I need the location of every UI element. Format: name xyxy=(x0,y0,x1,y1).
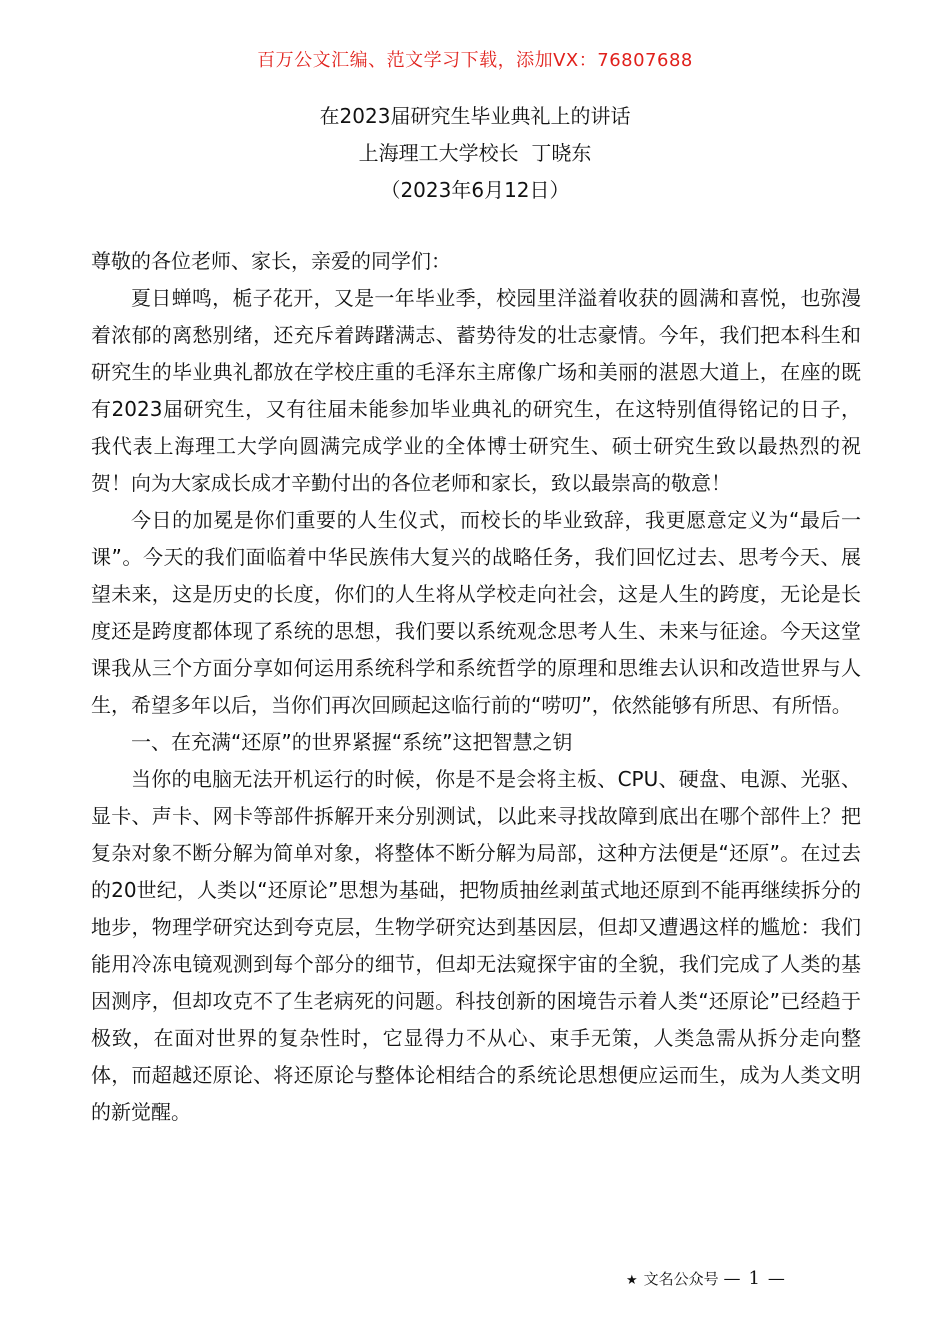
speech-date: （2023年6月12日） xyxy=(380,178,570,202)
footer-dash-right: — xyxy=(767,1269,785,1289)
document-body xyxy=(91,243,861,1131)
document-header xyxy=(0,98,950,209)
footer-label: 文名公众号 xyxy=(643,1270,719,1288)
page-footer xyxy=(626,1268,785,1289)
footer-dash-left: — xyxy=(723,1269,741,1289)
paragraph-reductionism: 当你的电脑无法开机运行的时候，你是不是会将主板、CPU、硬盘、电源、光驱、显卡、声卡、网卡等部件拆解开来分别测试，以此来寻找故障到底出在哪个部件上？把复杂对象不断分解为简单对象，将整体不断分解为局部，这种方法便是“还原”。在过去的20世纪，人类以“还原论”思想为基础，把物质抽丝剥茧式地还原到不能再继续拆分的地步，物理学研究达到夸克层，生物学研究达到基因层，但却又遭遇这样的尴尬：我们能用冷冻电镜观测到每个部分的细节，但却无法窥探宇宙的全貌，我们完成了人类的基因测序，但却攻克不了生老病死的问题。科技创新的困境告示着人类“还原论”已经趋于极致，在面对世界的复杂性时，它显得力不从心、束手无策，人类急需从拆分走向整体，而超越还原论、将还原论与整体论相结合的系统论思想便应运而生，成为人类文明的新觉醒。 xyxy=(91,767,861,1124)
star-icon: ★ xyxy=(626,1273,638,1288)
salutation: 尊敬的各位老师、家长，亲爱的同学们： xyxy=(91,249,451,273)
speaker-line: 上海理工大学校长 丁晓东 xyxy=(358,141,592,165)
document-title: 在2023届研究生毕业典礼上的讲话 xyxy=(319,104,631,128)
section-heading-one: 一、在充满“还原”的世界紧握“系统”这把智慧之钥 xyxy=(131,730,573,754)
watermark-text: 百万公文汇编、范文学习下载，添加VX：76807688 xyxy=(257,50,693,71)
paragraph-last-lesson: 今日的加冕是你们重要的人生仪式，而校长的毕业致辞，我更愿意定义为“最后一课”。今天的我们面临着中华民族伟大复兴的战略任务，我们回忆过去、思考今天、展望未来，这是历史的长度，你们的人生将从学校走向社会，这是人生的跨度，无论是长度还是跨度都体现了系统的思想，我们要以系统观念思考人生、未来与征途。今天这堂课我从三个方面分享如何运用系统科学和系统哲学的原理和思维去认识和改造世界与人生，希望多年以后，当你们再次回顾起这临行前的“唠叨”，依然能够有所思、有所悟。 xyxy=(91,508,861,717)
paragraph-opening: 夏日蝉鸣，栀子花开，又是一年毕业季，校园里洋溢着收获的圆满和喜悦，也弥漫着浓郁的离愁别绪，还充斥着踌躇满志、蓄势待发的壮志豪情。今年，我们把本科生和研究生的毕业典礼都放在学校庄重的毛泽东主席像广场和美丽的湛恩大道上，在座的既有2023届研究生，又有往届未能参加毕业典礼的研究生，在这特别值得铭记的日子，我代表上海理工大学向圆满完成学业的全体博士研究生、硕士研究生致以最热烈的祝贺！向为大家成长成才辛勤付出的各位老师和家长，致以最崇高的敬意！ xyxy=(91,286,861,495)
page-number: 1 xyxy=(748,1268,760,1289)
